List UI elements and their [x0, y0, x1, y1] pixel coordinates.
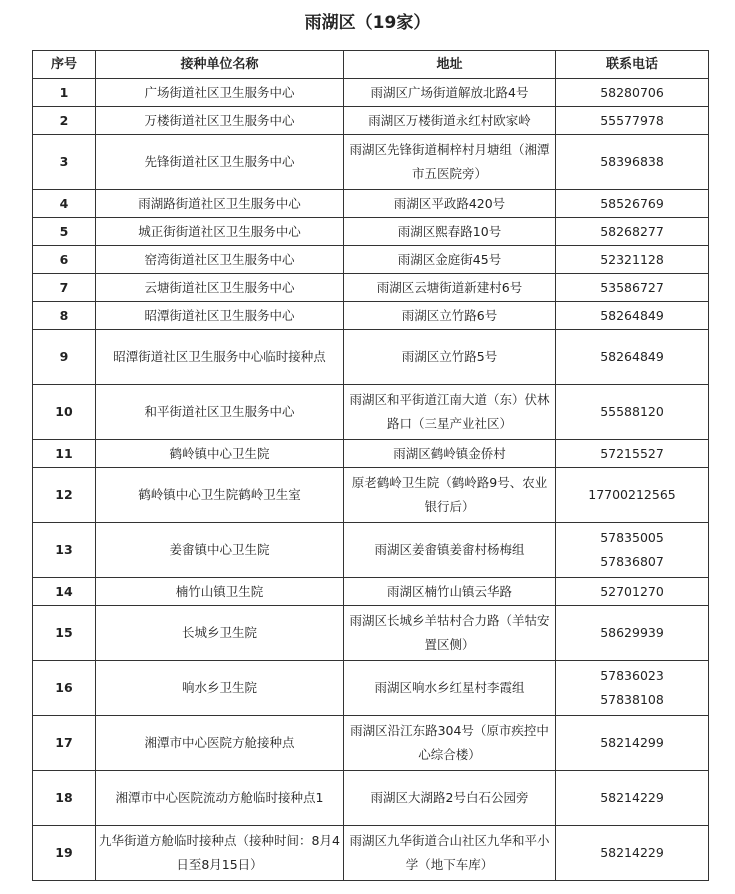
row-number: 3	[33, 135, 96, 190]
row-number: 14	[33, 578, 96, 606]
site-name: 和平街道社区卫生服务中心	[96, 385, 344, 440]
site-phone	[556, 385, 709, 440]
site-name: 雨湖路街道社区卫生服务中心	[96, 190, 344, 218]
site-name: 昭潭街道社区卫生服务中心临时接种点	[96, 330, 344, 385]
site-phone	[556, 468, 709, 523]
site-phone	[556, 107, 709, 135]
table-row	[33, 716, 709, 771]
site-phone	[556, 330, 709, 385]
table-row	[33, 302, 709, 330]
table-row	[33, 771, 709, 826]
site-address: 雨湖区沿江东路304号（原市疾控中心综合楼）	[344, 716, 556, 771]
site-address: 雨湖区平政路420号	[344, 190, 556, 218]
site-phone	[556, 661, 709, 716]
site-name: 鹤岭镇中心卫生院鹤岭卫生室	[96, 468, 344, 523]
site-phone	[556, 771, 709, 826]
table-row	[33, 468, 709, 523]
table-row	[33, 826, 709, 881]
table-row	[33, 107, 709, 135]
phone-number: 58526769	[600, 195, 664, 211]
site-phone	[556, 135, 709, 190]
table-row	[33, 274, 709, 302]
table-header-row	[33, 51, 709, 79]
row-number: 15	[33, 606, 96, 661]
site-name: 九华街道方舱临时接种点（接种时间：8月4日至8月15日）	[96, 826, 344, 881]
table-row	[33, 190, 709, 218]
header-name: 接种单位名称	[96, 51, 344, 79]
phone-number: 57838108	[600, 692, 664, 707]
site-phone	[556, 302, 709, 330]
site-address: 原老鹤岭卫生院（鹤岭路9号、农业银行后）	[344, 468, 556, 523]
site-address: 雨湖区广场街道解放北路4号	[344, 79, 556, 107]
site-address: 雨湖区楠竹山镇云华路	[344, 578, 556, 606]
row-number: 11	[33, 440, 96, 468]
header-phone: 联系电话	[556, 51, 709, 79]
site-name: 广场街道社区卫生服务中心	[96, 79, 344, 107]
header-no: 序号	[33, 51, 96, 79]
phone-number: 58264849	[600, 349, 664, 364]
site-name: 先锋街道社区卫生服务中心	[96, 135, 344, 190]
row-number: 6	[33, 246, 96, 274]
site-address: 雨湖区金庭街45号	[344, 246, 556, 274]
site-phone	[556, 218, 709, 246]
phone-number: 52701270	[600, 583, 664, 599]
site-address: 雨湖区鹤岭镇金侨村	[344, 440, 556, 468]
row-number: 2	[33, 107, 96, 135]
row-number: 7	[33, 274, 96, 302]
row-number: 4	[33, 190, 96, 218]
page-title: 雨湖区（19家）	[304, 13, 431, 33]
site-phone	[556, 274, 709, 302]
site-name: 姜畬镇中心卫生院	[96, 523, 344, 578]
site-phone	[556, 606, 709, 661]
phone-number: 58280706	[600, 84, 664, 100]
row-number: 13	[33, 523, 96, 578]
site-address: 雨湖区先锋街道桐梓村月塘组（湘潭市五医院旁）	[344, 135, 556, 190]
site-address: 雨湖区姜畬镇姜畬村杨梅组	[344, 523, 556, 578]
row-number: 18	[33, 771, 96, 826]
site-address: 雨湖区响水乡红星村李霞组	[344, 661, 556, 716]
site-name: 响水乡卫生院	[96, 661, 344, 716]
header-address: 地址	[344, 51, 556, 79]
site-phone	[556, 79, 709, 107]
site-name: 长城乡卫生院	[96, 606, 344, 661]
row-number: 5	[33, 218, 96, 246]
site-phone	[556, 440, 709, 468]
site-name: 湘潭市中心医院方舱接种点	[96, 716, 344, 771]
row-number: 17	[33, 716, 96, 771]
site-address: 雨湖区立竹路5号	[344, 330, 556, 385]
table-row	[33, 578, 709, 606]
site-name: 鹤岭镇中心卫生院	[96, 440, 344, 468]
row-number: 10	[33, 385, 96, 440]
site-name: 昭潭街道社区卫生服务中心	[96, 302, 344, 330]
table-row	[33, 661, 709, 716]
table-row	[33, 385, 709, 440]
row-number: 1	[33, 79, 96, 107]
table-row	[33, 440, 709, 468]
site-address: 雨湖区云塘街道新建村6号	[344, 274, 556, 302]
phone-number: 53586727	[600, 279, 664, 295]
phone-number: 57215527	[600, 445, 664, 461]
site-name: 楠竹山镇卫生院	[96, 578, 344, 606]
site-address: 雨湖区万楼街道永红村欧家岭	[344, 107, 556, 135]
site-name: 窑湾街道社区卫生服务中心	[96, 246, 344, 274]
row-number: 8	[33, 302, 96, 330]
phone-number: 52321128	[600, 251, 664, 267]
site-phone	[556, 190, 709, 218]
site-address: 雨湖区熙春路10号	[344, 218, 556, 246]
site-phone	[556, 523, 709, 578]
table-body	[33, 79, 709, 881]
phone-number: 58629939	[600, 625, 664, 640]
site-phone	[556, 826, 709, 881]
phone-number: 58214229	[600, 845, 664, 860]
phone-number: 57836807	[600, 554, 664, 569]
site-address: 雨湖区九华街道合山社区九华和平小学（地下车库）	[344, 826, 556, 881]
table-row	[33, 79, 709, 107]
phone-number: 17700212565	[588, 487, 676, 502]
phone-number: 58268277	[600, 223, 664, 239]
phone-number: 58264849	[600, 307, 664, 323]
site-name: 湘潭市中心医院流动方舱临时接种点1	[96, 771, 344, 826]
site-address: 雨湖区长城乡羊牯村合力路（羊牯安置区侧）	[344, 606, 556, 661]
row-number: 12	[33, 468, 96, 523]
phone-number: 58214299	[600, 735, 664, 750]
table-row	[33, 246, 709, 274]
table-row	[33, 218, 709, 246]
site-phone	[556, 578, 709, 606]
table-row	[33, 523, 709, 578]
site-name: 云塘街道社区卫生服务中心	[96, 274, 344, 302]
row-number: 9	[33, 330, 96, 385]
site-name: 万楼街道社区卫生服务中心	[96, 107, 344, 135]
site-phone	[556, 246, 709, 274]
site-address: 雨湖区和平街道江南大道（东）伏林路口（三星产业社区）	[344, 385, 556, 440]
table-row	[33, 606, 709, 661]
site-address: 雨湖区立竹路6号	[344, 302, 556, 330]
phone-number: 57836023	[600, 668, 664, 683]
phone-number: 58396838	[600, 154, 664, 169]
phone-number: 55577978	[600, 112, 664, 128]
vaccination-sites-table	[32, 50, 709, 881]
table-row	[33, 330, 709, 385]
site-name: 城正街街道社区卫生服务中心	[96, 218, 344, 246]
phone-number: 55588120	[600, 404, 664, 419]
site-address: 雨湖区大湖路2号白石公园旁	[344, 771, 556, 826]
phone-number: 58214229	[600, 790, 664, 805]
row-number: 19	[33, 826, 96, 881]
site-phone	[556, 716, 709, 771]
phone-number: 57835005	[600, 530, 664, 545]
table-row	[33, 135, 709, 190]
row-number: 16	[33, 661, 96, 716]
